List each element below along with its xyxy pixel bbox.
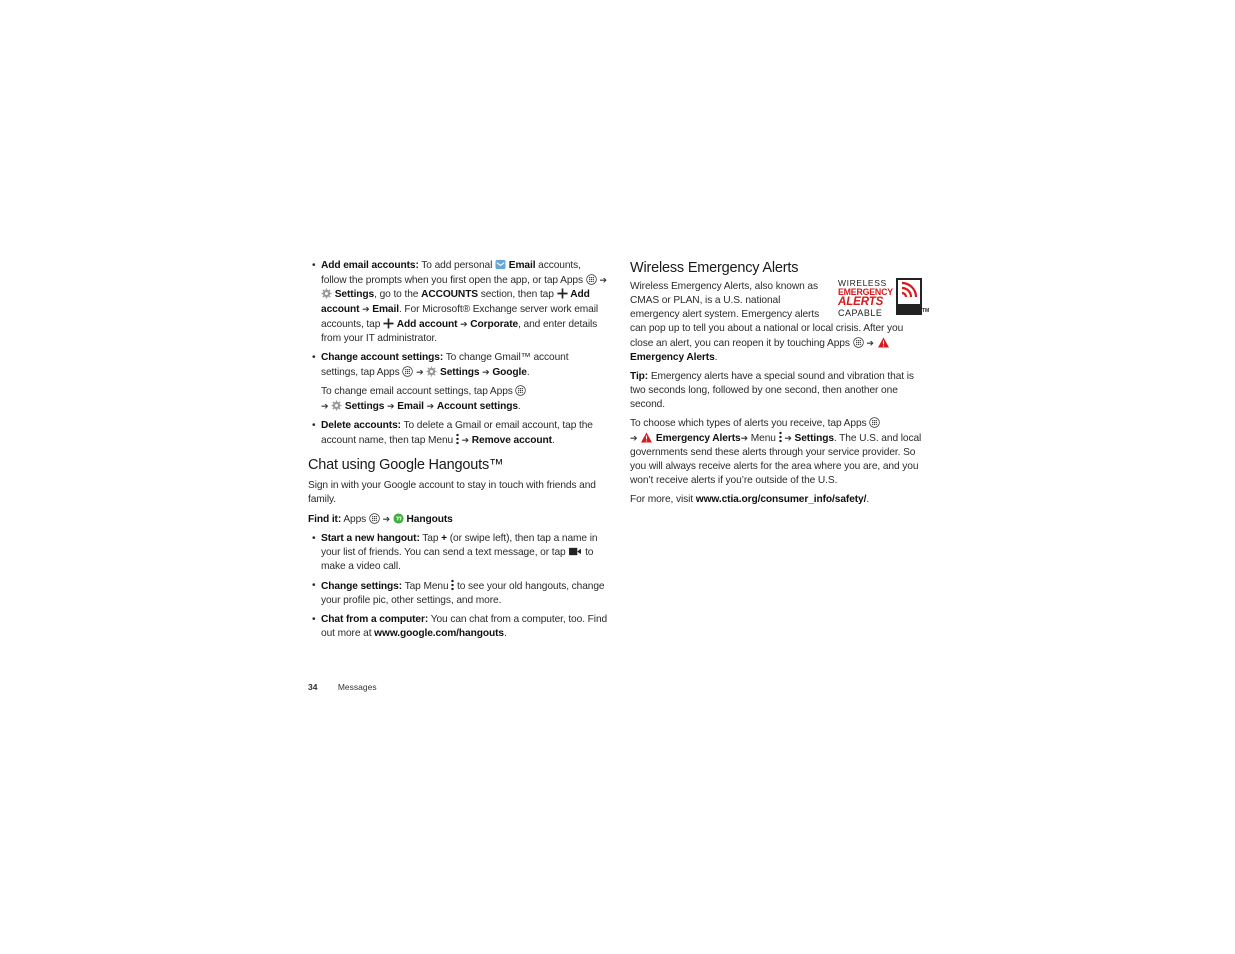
hangouts-icon	[393, 513, 404, 524]
video-camera-icon	[568, 546, 582, 557]
emergency-alert-icon	[640, 432, 653, 443]
hangouts-intro: Sign in with your Google account to stay in touch with friends and family.	[308, 480, 596, 505]
plus-icon	[557, 288, 568, 299]
arrow-icon: ➔	[416, 367, 424, 377]
change-email-paragraph: To change email account settings, tap Apps ➔ Settings ➔ Email ➔ Account settings.	[308, 385, 608, 414]
gear-icon	[426, 366, 437, 377]
arrow-icon: ➔	[426, 401, 435, 411]
email-icon	[495, 259, 506, 270]
arrow-icon: ➔	[460, 319, 468, 329]
section-name: Messages	[337, 682, 377, 692]
ctia-link[interactable]: www.ctia.org/consumer_info/safety/	[695, 494, 867, 505]
arrow-icon: ➔	[387, 401, 395, 411]
wea-choose: To choose which types of alerts you receive, tap Apps ➔ Emergency Alerts➔ Menu ➔ Settings. The U.S. and local governments send these alerts through your service provider. So you will always receive alerts for the area where you are, and you won’t receive alerts if you’re outside of the U.S.	[630, 418, 922, 486]
gear-icon	[331, 400, 342, 411]
hangouts-link[interactable]: www.google.com/hangouts	[374, 628, 504, 639]
right-column	[630, 259, 928, 512]
arrow-icon: ➔	[461, 435, 470, 445]
apps-icon	[853, 337, 864, 348]
apps-icon	[402, 366, 413, 377]
apps-icon	[586, 274, 597, 285]
arrow-icon: ➔	[630, 433, 638, 443]
find-it: Find it: Apps ➔ Hangouts	[308, 514, 453, 525]
hangouts-heading: Chat using Google Hangouts™	[308, 457, 504, 473]
plus-icon	[383, 318, 394, 329]
arrow-icon: ➔	[382, 514, 391, 524]
page-number: 34	[308, 682, 318, 692]
wea-more: For more, visit www.ctia.org/consumer_info/safety/.	[630, 494, 870, 505]
wireless-emergency-alerts-logo: WIRELESS EMERGENCY ALERTS CAPABLE TM	[838, 278, 930, 318]
emergency-alert-icon	[877, 337, 890, 348]
arrow-icon: ➔	[784, 433, 792, 443]
list-item-start-hangout: • Start a new hangout: Tap + (or swipe left), then tap a name in your list of friends. You can send a text message, or tap to make a video call.	[308, 532, 608, 574]
menu-icon	[779, 431, 782, 443]
apps-icon	[515, 385, 526, 396]
wea-tip: Tip: Emergency alerts have a special sound and vibration that is two seconds long, followed by one second, then another one second.	[630, 371, 914, 410]
list-item-change-account: • Change account settings: To change Gmail™ account settings, tap Apps ➔ Settings ➔ Google.	[308, 351, 608, 380]
page-footer	[308, 682, 377, 692]
list-item-delete-accounts: • Delete accounts: To delete a Gmail or email account, tap the account name, then tap Menu ➔ Remove account.	[308, 419, 608, 448]
apps-icon	[869, 417, 880, 428]
list-item-change-settings: • Change settings: Tap Menu to see your old hangouts, change your profile pic, other settings, and more.	[308, 579, 608, 608]
alert-signal-icon	[896, 278, 922, 315]
arrow-icon: ➔	[866, 338, 874, 348]
wea-intro: WIRELESS EMERGENCY ALERTS CAPABLE TM Wireless Emergency Alerts, also known as CMAS or PLAN, is a U.S. national emergency alert system. Emergency alerts can pop up to tell you about a national or local crisis. After you close an alert, you can reopen it by touching Apps ➔ Emergency Alerts.	[630, 278, 930, 363]
apps-icon	[369, 513, 380, 524]
arrow-icon: ➔	[362, 304, 370, 314]
wea-heading: Wireless Emergency Alerts	[630, 260, 799, 276]
left-column	[308, 259, 608, 646]
arrow-icon: ➔	[482, 367, 490, 377]
menu-icon	[451, 579, 454, 591]
arrow-icon: ➔	[321, 401, 329, 411]
list-item-add-email: • Add email accounts: To add personal Email accounts, follow the prompts when you first open the app, or tap Apps ➔ Settings, go to the ACCOUNTS section, then tap Add account ➔ Email. For Microsoft® Exchange server work email accounts, tap Add account ➔ Corporate, and enter details from your IT administrator.	[308, 259, 608, 346]
arrow-icon: ➔	[599, 275, 607, 285]
list-item-chat-computer: • Chat from a computer: You can chat from a computer, too. Find out more at www.google.com/hangouts.	[308, 613, 608, 641]
gear-icon	[321, 288, 332, 299]
arrow-icon: ➔	[740, 433, 749, 443]
menu-icon	[456, 433, 459, 445]
